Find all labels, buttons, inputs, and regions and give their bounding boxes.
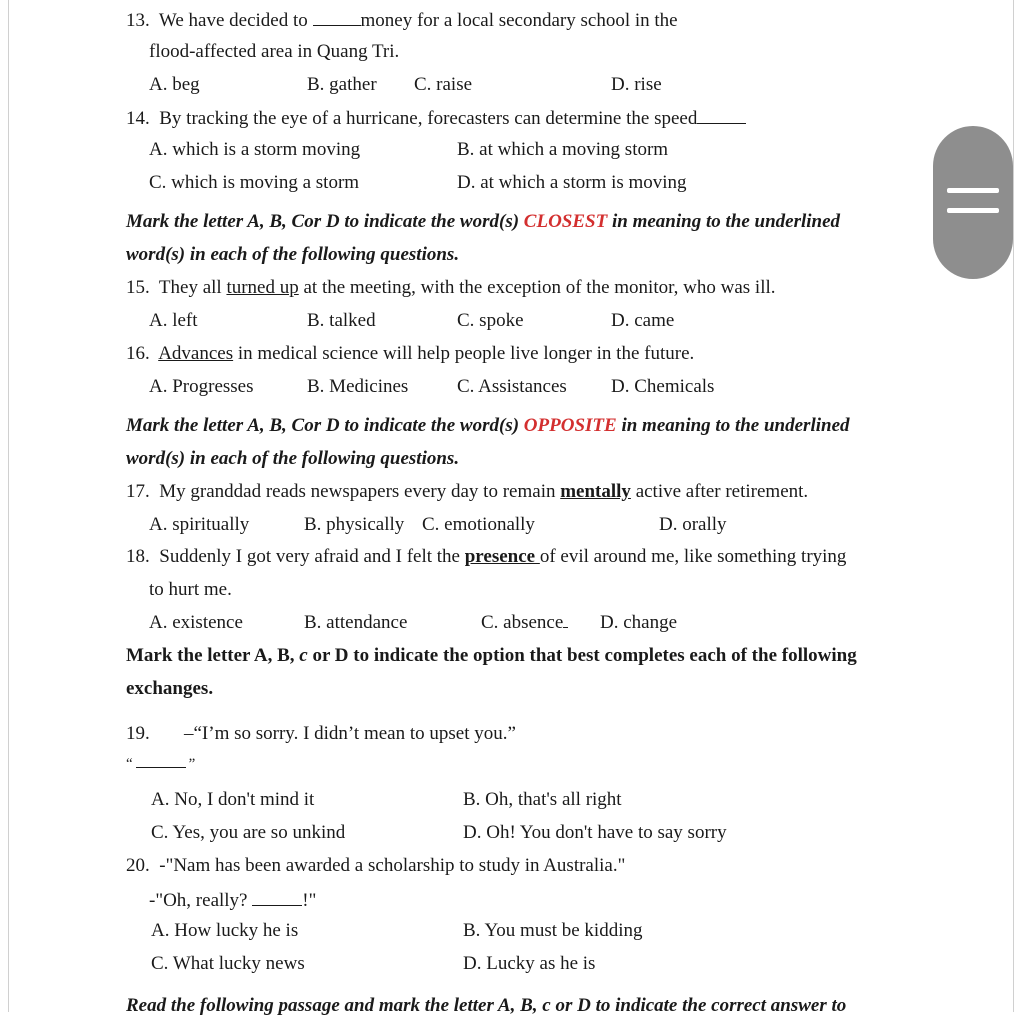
option-d[interactable]: D. at which a storm is moving [457, 172, 687, 193]
question-number: 20. [126, 855, 150, 876]
question-number: 14. [126, 108, 150, 129]
option-a[interactable]: A. left [149, 310, 198, 331]
option-c[interactable]: C. emotionally [422, 514, 535, 535]
question-text: -"Nam has been awarded a scholarship to study in Australia." [159, 855, 626, 876]
option-b[interactable]: B. at which a moving storm [457, 139, 669, 160]
underlined-phrase: presence [464, 546, 540, 567]
open-quote: “ [126, 756, 133, 772]
question-number: 15. [126, 277, 150, 298]
option-a[interactable]: A. How lucky he is [151, 920, 299, 941]
reply-text: -"Oh, really? [149, 890, 253, 911]
option-a[interactable]: A. which is a storm moving [149, 139, 361, 160]
close-quote: ” [188, 756, 196, 772]
option-b[interactable]: B. physically [304, 514, 405, 535]
option-c[interactable]: C. Yes, you are so unkind [151, 822, 346, 843]
option-d[interactable]: D. came [611, 310, 675, 331]
question-number: 17. [126, 481, 150, 502]
option-b[interactable]: B. attendance [304, 612, 408, 633]
question-16 [126, 342, 694, 366]
option-b[interactable]: B. Medicines [307, 376, 409, 397]
question-19-reply [126, 752, 195, 776]
option-c[interactable]: C. What lucky news [151, 953, 305, 974]
underlined-phrase: Advances [158, 343, 234, 364]
option-d[interactable]: D. Chemicals [611, 376, 715, 397]
question-text: They all [158, 277, 227, 298]
question-number: 13. [126, 10, 150, 31]
question-text: Suddenly I got very afraid and I felt the [159, 546, 465, 567]
question-text: By tracking the eye of a hurricane, forecasters can determine the speed [159, 108, 698, 129]
instruction-exchanges-line2: exchanges. [126, 678, 214, 699]
instruction-text: Mark the letter A, B, Cor D to indicate the word(s) [126, 211, 524, 232]
option-d[interactable]: D. change [600, 612, 678, 633]
instruction-closest-line2: word(s) in each of the following questions. [126, 244, 460, 265]
option-c[interactable] [481, 611, 568, 635]
question-13 [126, 7, 678, 33]
answer-blank [313, 7, 361, 26]
question-text-cont: active after retirement. [630, 481, 809, 502]
instruction-text-cont: or D to indicate the option that best completes each of the following [307, 645, 857, 666]
option-a[interactable]: A. No, I don't mind it [151, 789, 315, 810]
question-number: 16. [126, 343, 150, 364]
question-text-cont: in medical science will help people live longer in the future. [233, 343, 695, 364]
answer-blank [136, 753, 186, 768]
question-text: We have decided to [158, 10, 313, 31]
question-19-quote: –“I’m so sorry. I didn’t mean to upset you.” [184, 723, 516, 744]
option-c[interactable]: C. raise [414, 74, 473, 95]
question-18 [126, 545, 846, 569]
option-a[interactable]: A. spiritually [149, 514, 250, 535]
question-17 [126, 480, 808, 504]
question-13-cont: flood-affected area in Quang Tri. [149, 41, 400, 62]
option-d[interactable]: D. Lucky as he is [463, 953, 596, 974]
question-text: My granddad reads newspapers every day to remain [159, 481, 561, 502]
keyword-closest: CLOSEST [523, 211, 608, 232]
option-c[interactable]: C. Assistances [457, 376, 567, 397]
instruction-text-cont: in meaning to the underlined [607, 211, 841, 232]
option-c[interactable]: C. which is moving a storm [149, 172, 360, 193]
underlined-phrase: mentally [560, 481, 631, 502]
option-b[interactable]: B. gather [307, 74, 377, 95]
question-20 [126, 854, 625, 878]
option-a[interactable]: A. beg [149, 74, 200, 95]
answer-blank [252, 887, 302, 906]
instruction-text-cont: in meaning to the underlined [616, 415, 850, 436]
scroll-handle[interactable] [933, 126, 1013, 279]
reply-text-end: !" [302, 890, 317, 911]
instruction-passage: Read the following passage and mark the letter A, B, c or D to indicate the correct answer to [126, 995, 847, 1016]
question-18-cont: to hurt me. [149, 579, 232, 600]
option-d[interactable]: D. rise [611, 74, 662, 95]
underlined-phrase: turned up [226, 277, 299, 298]
trailing-underscore [563, 611, 568, 628]
option-a[interactable]: A. Progresses [149, 376, 254, 397]
question-19-number: 19. [126, 723, 150, 744]
option-d[interactable]: D. orally [659, 514, 727, 535]
instruction-text: Mark the letter A, B, [126, 645, 300, 666]
instruction-letter-c: c [299, 645, 308, 666]
option-b[interactable]: B. talked [307, 310, 376, 331]
question-text-cont: at the meeting, with the exception of the monitor, who was ill. [298, 277, 776, 298]
question-text-cont: money for a local secondary school in the [360, 10, 678, 31]
instruction-closest [126, 210, 840, 234]
question-14 [126, 105, 746, 131]
answer-blank [697, 105, 746, 124]
option-c[interactable]: C. spoke [457, 310, 524, 331]
question-20-reply [149, 887, 316, 913]
question-text-cont: of evil around me, like something trying [539, 546, 847, 567]
question-number: 18. [126, 546, 150, 567]
option-c-label: C. absence [481, 612, 564, 633]
option-a[interactable]: A. existence [149, 612, 243, 633]
option-b[interactable]: B. Oh, that's all right [463, 789, 622, 810]
instruction-opposite-line2: word(s) in each of the following questions. [126, 448, 460, 469]
instruction-opposite [126, 414, 850, 438]
option-b[interactable]: B. You must be kidding [463, 920, 643, 941]
option-d[interactable]: D. Oh! You don't have to say sorry [463, 822, 727, 843]
instruction-text: Mark the letter A, B, Cor D to indicate the word(s) [126, 415, 524, 436]
keyword-opposite: OPPOSITE [523, 415, 617, 436]
instruction-exchanges [126, 644, 857, 668]
question-15 [126, 276, 776, 300]
